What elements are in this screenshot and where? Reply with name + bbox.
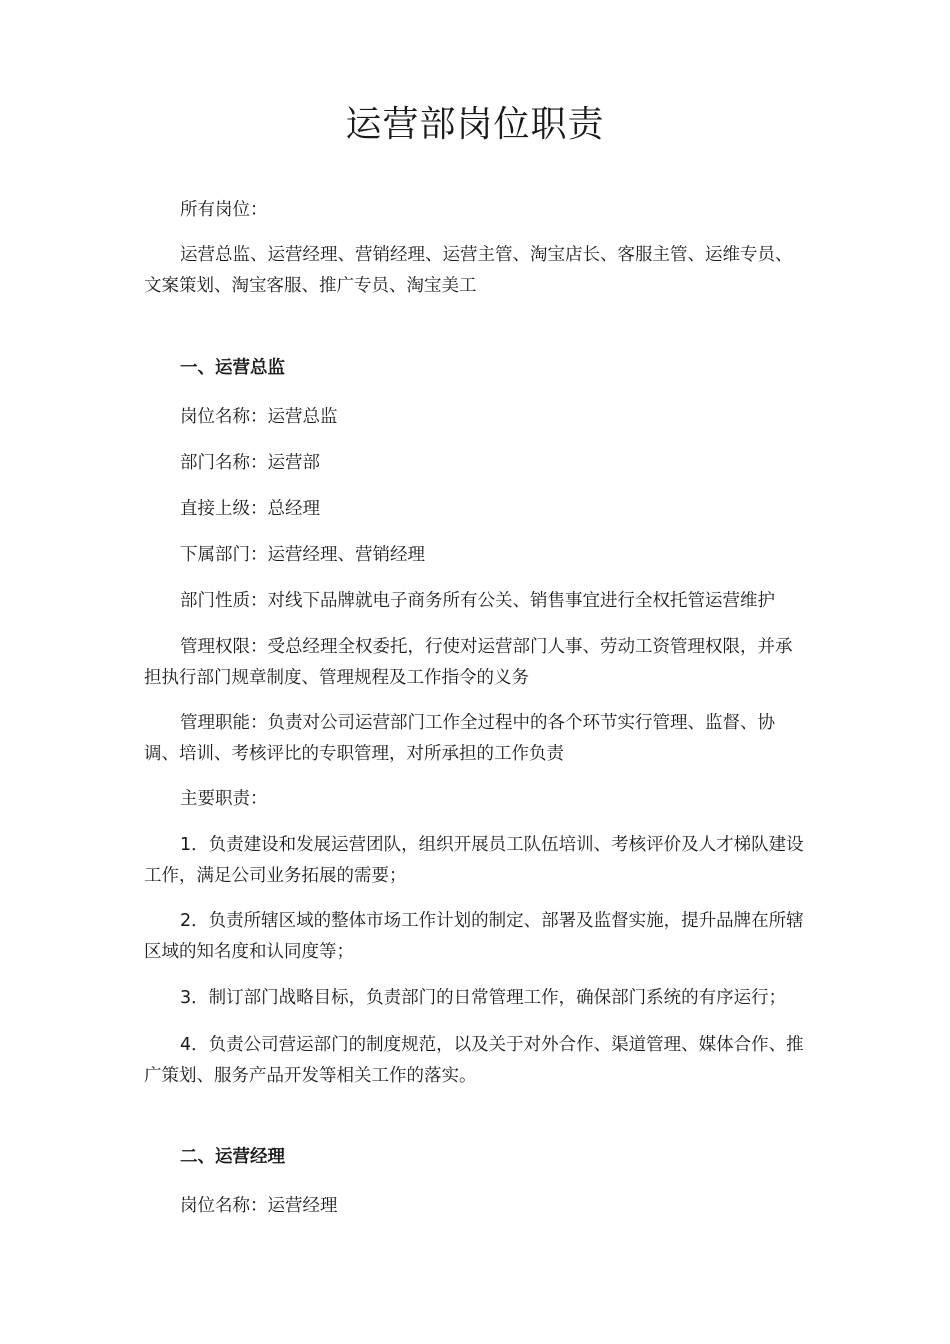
duty-item: 3．制订部门战略目标，负责部门的日常管理工作，确保部门系统的有序运行； xyxy=(180,988,787,1008)
director-subordinates: 下属部门：运营经理、营销经理 xyxy=(180,545,425,565)
director-functions: 管理职能：负责对公司运营部门工作全过程中的各个环节实行管理、监督、协调、培训、考核评比的专职管理，对所承担的工作负责 xyxy=(144,713,775,764)
duty-item: 4．负责公司营运部门的制度规范，以及关于对外合作、渠道管理、媒体合作、推广策划、服务产品开发等相关工作的落实。 xyxy=(144,1035,804,1086)
director-job-title: 岗位名称：运营总监 xyxy=(180,407,338,427)
director-department: 部门名称：运营部 xyxy=(180,453,320,473)
director-authority: 管理权限：受总经理全权委托，行使对运营部门人事、劳动工资管理权限，并承担执行部门规章制度、管理规程及工作指令的义务 xyxy=(144,637,793,688)
section-heading-manager: 二、运营经理 xyxy=(180,1147,285,1167)
manager-job-title: 岗位名称：运营经理 xyxy=(180,1196,338,1216)
director-superior: 直接上级：总经理 xyxy=(180,499,320,519)
duty-item: 1．负责建设和发展运营团队，组织开展员工队伍培训、考核评价及人才梯队建设工作，满足公司业务拓展的需要； xyxy=(144,835,804,886)
duty-item: 2．负责所辖区域的整体市场工作计划的制定、部署及监督实施，提升品牌在所辖区域的知名度和认同度等； xyxy=(144,911,804,962)
section-heading-director: 一、运营总监 xyxy=(180,358,285,378)
positions-list: 运营总监、运营经理、营销经理、运营主管、淘宝店长、客服主管、运维专员、文案策划、淘宝客服、推广专员、淘宝美工 xyxy=(144,245,793,296)
director-nature: 部门性质：对线下品牌就电子商务所有公关、销售事宜进行全权托管运营维护 xyxy=(180,591,775,611)
page-title: 运营部岗位职责 xyxy=(345,104,605,145)
director-duties-label: 主要职责： xyxy=(180,789,268,809)
positions-label: 所有岗位： xyxy=(180,200,268,220)
